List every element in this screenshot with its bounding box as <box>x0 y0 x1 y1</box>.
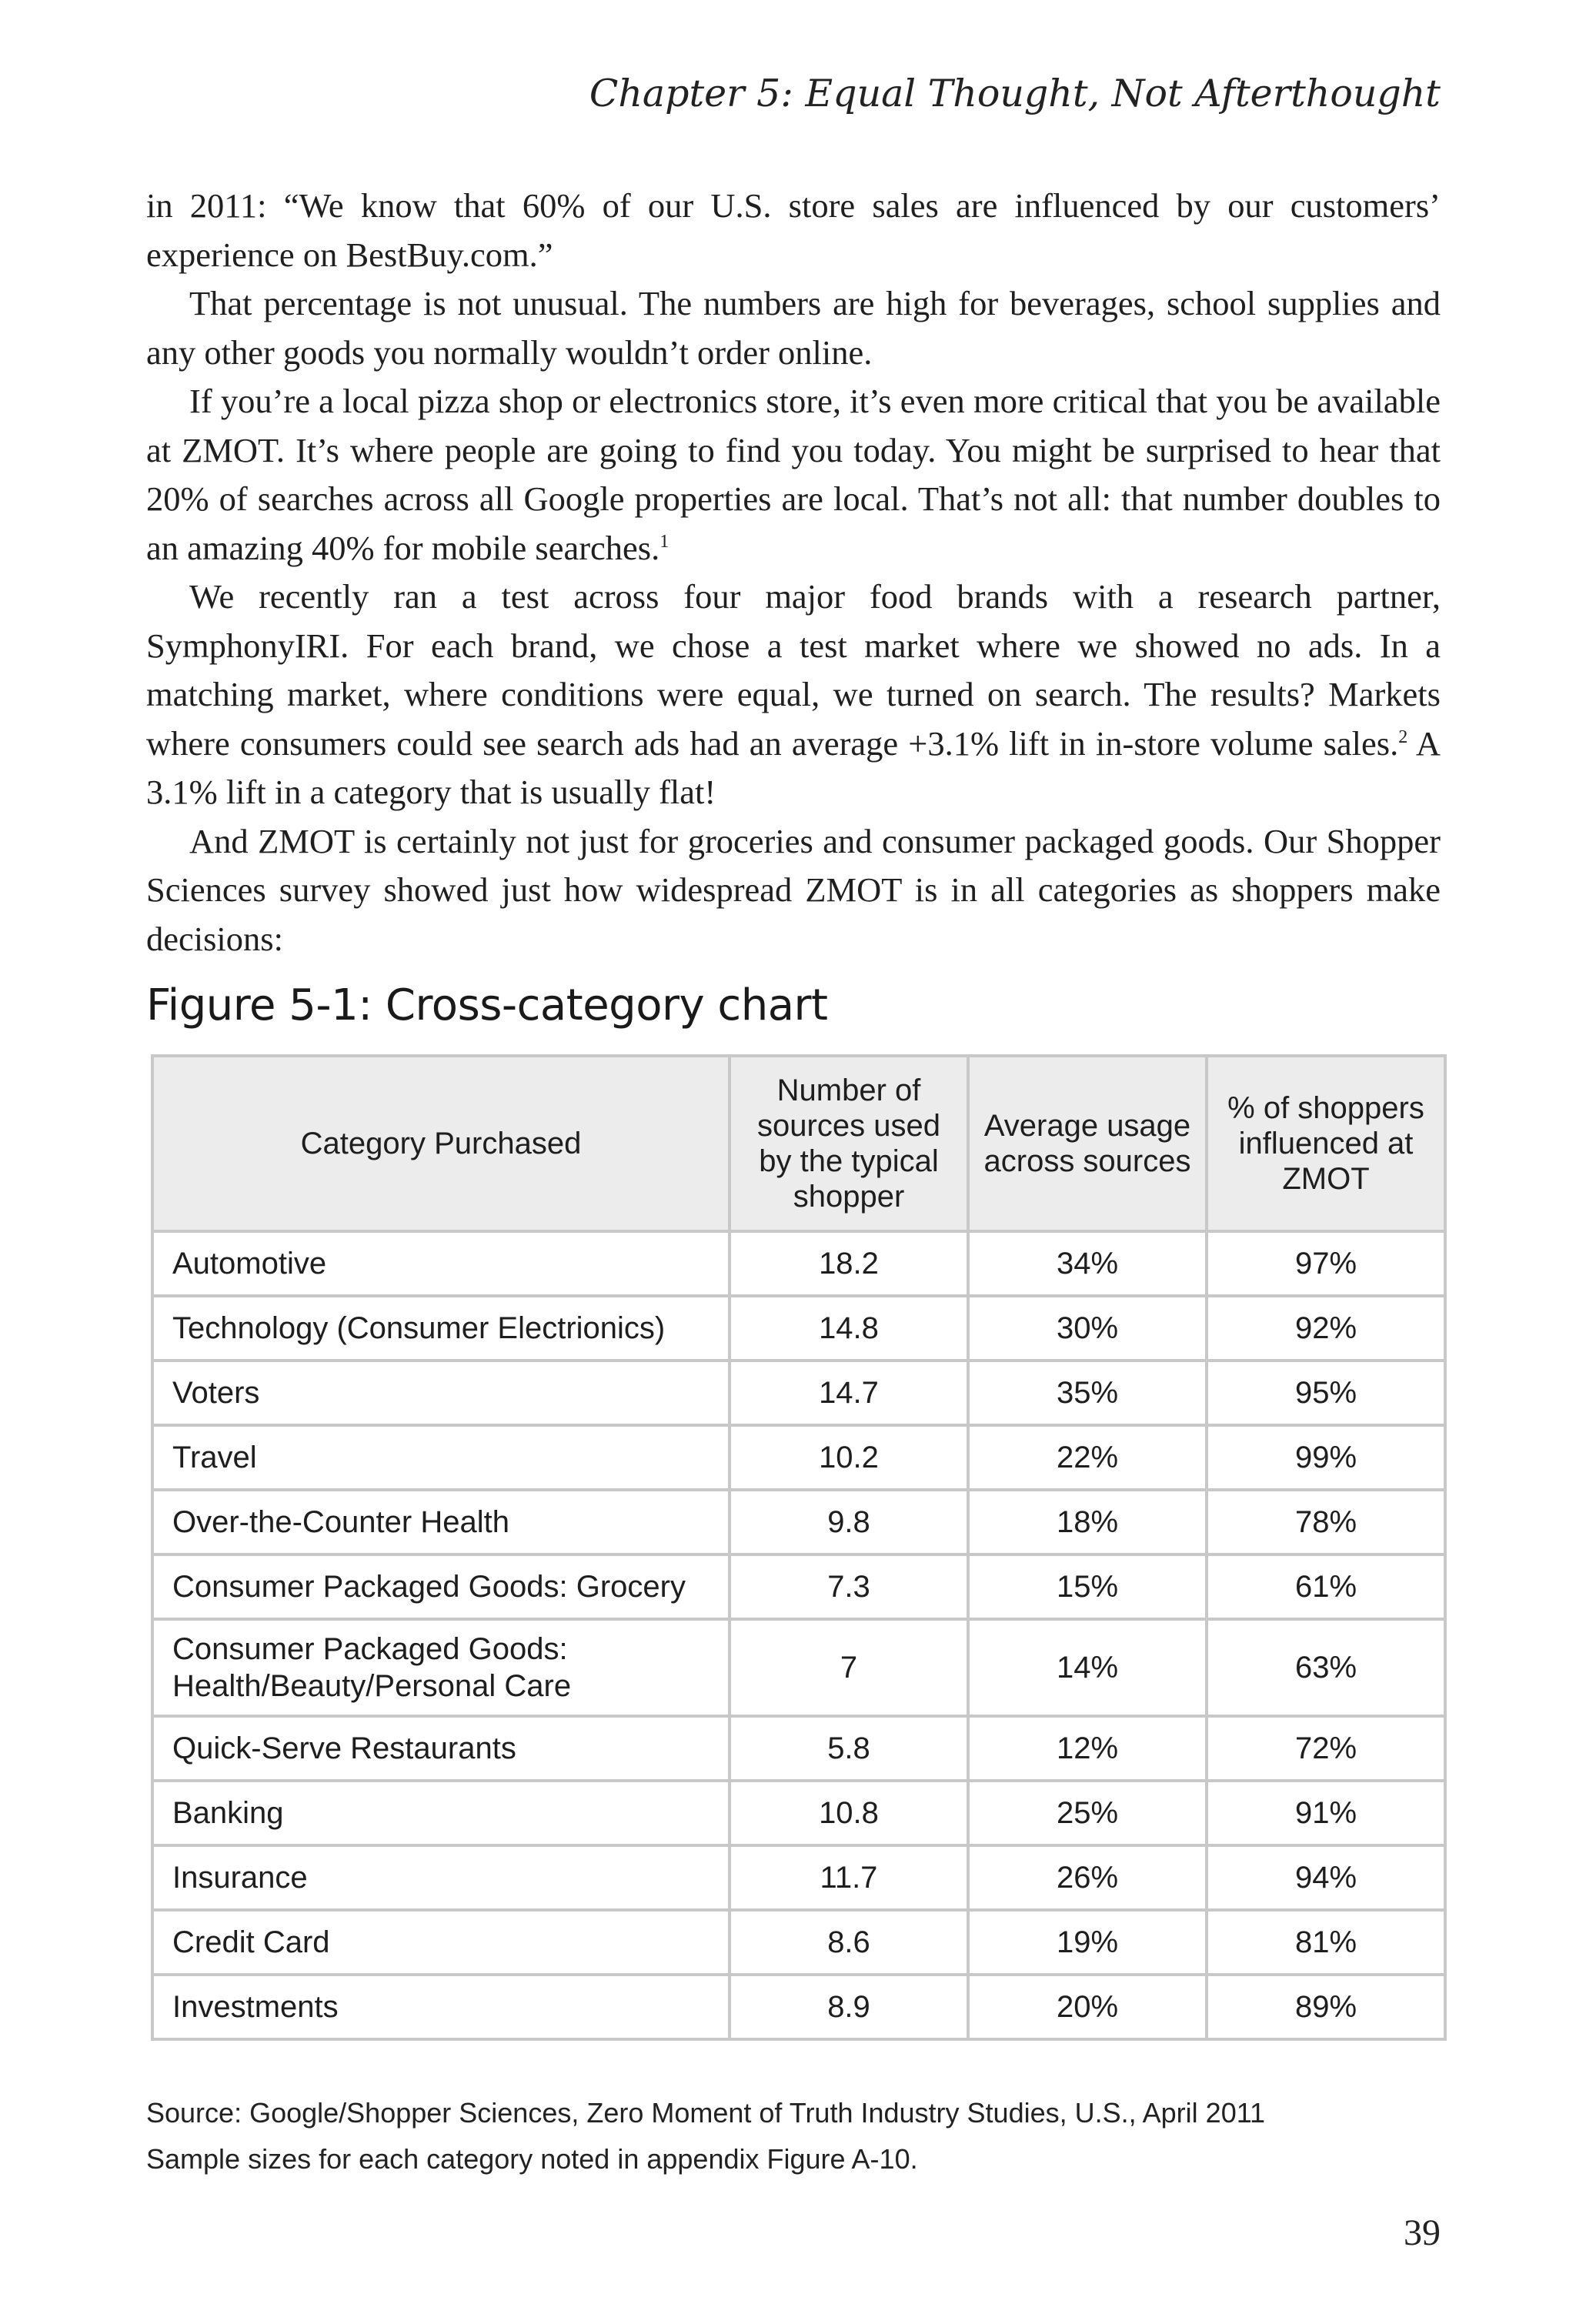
zmot-cell: 91% <box>1207 1781 1445 1845</box>
table-row <box>152 1425 1445 1490</box>
usage-cell: 14% <box>968 1619 1207 1716</box>
paragraph-text: We recently ran a test across four major food brands with a research partner, SymphonyIRI. For each brand, we chose a test market where we showed no ads. In a matching market, where conditions were equal, we turned on search. The results? Markets where consumers could see search ads had an average +3.1% lift in in-store volume sales. <box>146 577 1441 763</box>
zmot-cell: 99% <box>1207 1425 1445 1490</box>
zmot-cell: 63% <box>1207 1619 1445 1716</box>
usage-cell: 12% <box>968 1716 1207 1781</box>
table-row <box>152 1619 1445 1716</box>
footnote-ref[interactable]: 2 <box>1398 726 1408 747</box>
table-row <box>152 1781 1445 1845</box>
paragraph <box>146 377 1441 573</box>
category-cell: Voters <box>152 1361 730 1425</box>
body-text <box>146 182 1441 963</box>
zmot-cell: 89% <box>1207 1975 1445 2039</box>
category-cell: Over-the-Counter Health <box>152 1490 730 1554</box>
sources-cell: 8.9 <box>730 1975 968 2039</box>
category-cell: Travel <box>152 1425 730 1490</box>
table-row <box>152 1845 1445 1910</box>
usage-cell: 25% <box>968 1781 1207 1845</box>
category-cell: Insurance <box>152 1845 730 1910</box>
usage-cell: 20% <box>968 1975 1207 2039</box>
cross-category-table <box>151 1054 1447 2041</box>
paragraph-text: If you’re a local pizza shop or electronics store, it’s even more critical that you be available at ZMOT. It’s where people are going to find you today. You might be surprised to hear that 20% of searches across all Google properties are local. That’s not all: that number doubles to an amazing 40% for mobile searches. <box>146 382 1441 567</box>
zmot-cell: 92% <box>1207 1296 1445 1361</box>
category-cell: Technology (Consumer Electrionics) <box>152 1296 730 1361</box>
sources-cell: 7.3 <box>730 1554 968 1619</box>
sources-cell: 11.7 <box>730 1845 968 1910</box>
table-row <box>152 1296 1445 1361</box>
sources-cell: 14.7 <box>730 1361 968 1425</box>
column-header: Average usage across sources <box>968 1056 1207 1231</box>
column-header: % of shoppers influenced at ZMOT <box>1207 1056 1445 1231</box>
paragraph <box>146 573 1441 817</box>
page-number: 39 <box>1404 2212 1441 2253</box>
usage-cell: 35% <box>968 1361 1207 1425</box>
sources-cell: 5.8 <box>730 1716 968 1781</box>
sources-cell: 14.8 <box>730 1296 968 1361</box>
usage-cell: 34% <box>968 1231 1207 1296</box>
zmot-cell: 72% <box>1207 1716 1445 1781</box>
table-row <box>152 1975 1445 2039</box>
category-cell: Credit Card <box>152 1910 730 1975</box>
table-header-row <box>152 1056 1445 1231</box>
zmot-cell: 61% <box>1207 1554 1445 1619</box>
footnote-ref[interactable]: 1 <box>659 531 669 552</box>
paragraph-text: A 3.1% lift in a category that is usually flat! <box>146 723 1441 811</box>
table-row <box>152 1490 1445 1554</box>
paragraph: And ZMOT is certainly not just for groceries and consumer packaged goods. Our Shopper Sciences survey showed just how widespread ZMOT is in all categories as shoppers make decisions: <box>146 821 1441 958</box>
column-header: Category Purchased <box>152 1056 730 1231</box>
category-cell: Quick-Serve Restaurants <box>152 1716 730 1781</box>
zmot-cell: 81% <box>1207 1910 1445 1975</box>
usage-cell: 15% <box>968 1554 1207 1619</box>
zmot-cell: 94% <box>1207 1845 1445 1910</box>
source-line: Source: Google/Shopper Sciences, Zero Moment of Truth Industry Studies, U.S., April 2011 <box>146 2097 1266 2129</box>
sources-cell: 18.2 <box>730 1231 968 1296</box>
sources-cell: 10.2 <box>730 1425 968 1490</box>
paragraph: in 2011: “We know that 60% of our U.S. store sales are influenced by our customers’ experience on BestBuy.com.” <box>146 186 1441 274</box>
usage-cell: 30% <box>968 1296 1207 1361</box>
category-cell: Consumer Packaged Goods: Grocery <box>152 1554 730 1619</box>
sources-cell: 7 <box>730 1619 968 1716</box>
usage-cell: 26% <box>968 1845 1207 1910</box>
category-cell: Investments <box>152 1975 730 2039</box>
category-cell: Banking <box>152 1781 730 1845</box>
zmot-cell: 97% <box>1207 1231 1445 1296</box>
category-cell: Automotive <box>152 1231 730 1296</box>
paragraph: That percentage is not unusual. The numbers are high for beverages, school supplies and any other goods you normally wouldn’t order online. <box>146 284 1441 372</box>
sample-note: Sample sizes for each category noted in appendix Figure A-10. <box>146 2143 918 2175</box>
sources-cell: 10.8 <box>730 1781 968 1845</box>
running-head: Chapter 5: Equal Thought, Not Afterthought <box>589 72 1441 115</box>
zmot-cell: 95% <box>1207 1361 1445 1425</box>
table-row <box>152 1716 1445 1781</box>
figure-source <box>146 2090 1265 2182</box>
table-row <box>152 1910 1445 1975</box>
usage-cell: 22% <box>968 1425 1207 1490</box>
table-row <box>152 1361 1445 1425</box>
usage-cell: 18% <box>968 1490 1207 1554</box>
category-cell: Consumer Packaged Goods: Health/Beauty/Personal Care <box>152 1619 730 1716</box>
figure-title: Figure 5-1: Cross-category chart <box>146 980 828 1030</box>
sources-cell: 9.8 <box>730 1490 968 1554</box>
usage-cell: 19% <box>968 1910 1207 1975</box>
sources-cell: 8.6 <box>730 1910 968 1975</box>
table-row <box>152 1231 1445 1296</box>
column-header: Number of sources used by the typical shopper <box>730 1056 968 1231</box>
table-row <box>152 1554 1445 1619</box>
zmot-cell: 78% <box>1207 1490 1445 1554</box>
